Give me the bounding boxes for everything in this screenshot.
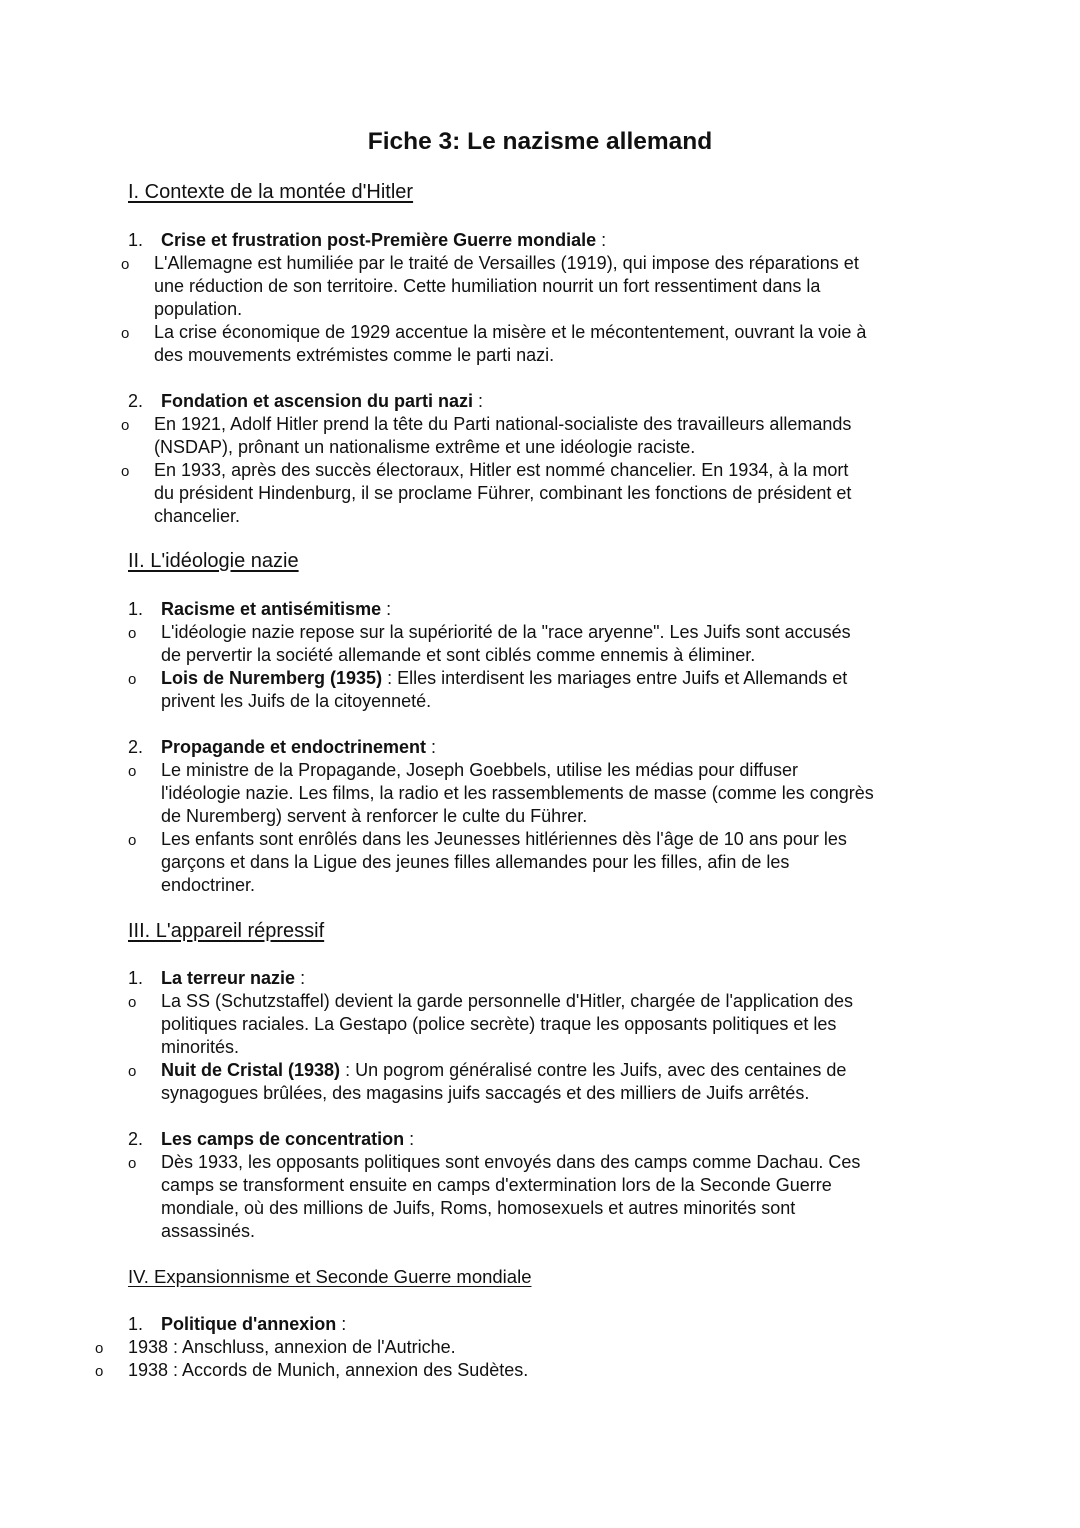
bullet-icon: o [95,1363,104,1380]
bullet-icon: o [128,763,137,780]
bullet-icon: o [95,1340,104,1357]
bullet-text: Nuit de Cristal (1938) : Un pogrom généralisé contre les Juifs, avec des centaines de [161,1060,847,1080]
item-heading: Crise et frustration post-Première Guerre mondiale : [161,230,607,250]
bullet-text: politiques raciales. La Gestapo (police secrète) traque les opposants politiques et les [161,1014,837,1034]
bullet-text: En 1933, après des succès électoraux, Hitler est nommé chancelier. En 1934, à la mort [154,460,849,480]
item-heading: Fondation et ascension du parti nazi : [161,391,484,411]
bullet-text: de pervertir la société allemande et sont ciblés comme ennemis à éliminer. [161,645,756,665]
bullet-icon: o [128,1155,137,1172]
item-number: 2. [128,737,144,757]
bullet-text: privent les Juifs de la citoyenneté. [161,691,432,711]
bullet-text: L'Allemagne est humiliée par le traité de Versailles (1919), qui impose des réparations et [154,253,859,273]
item-heading: Racisme et antisémitisme : [161,599,392,619]
section-heading-1: I. Contexte de la montée d'Hitler [128,181,414,203]
item-heading: Politique d'annexion : [161,1314,347,1334]
bullet-text: endoctriner. [161,875,256,895]
bullet-text: 1938 : Accords de Munich, annexion des Sudètes. [128,1360,529,1380]
bullet-text: des mouvements extrémistes comme le parti nazi. [154,345,555,365]
bullet-text: assassinés. [161,1221,256,1241]
bullet-text: de Nuremberg) servent à renforcer le culte du Führer. [161,806,588,826]
bullet-text: 1938 : Anschluss, annexion de l'Autriche. [128,1337,456,1357]
bullet-text: garçons et dans la Ligue des jeunes filles allemandes pour les filles, afin de les [161,852,790,872]
bullet-icon: o [121,463,130,480]
item-heading: Les camps de concentration : [161,1129,415,1149]
bullet-icon: o [128,671,137,688]
bullet-icon: o [128,832,137,849]
bullet-text: du président Hindenburg, il se proclame Führer, combinant les fonctions de président et [154,483,852,503]
bullet-text: chancelier. [154,506,241,526]
bullet-text: Dès 1933, les opposants politiques sont envoyés dans des camps comme Dachau. Ces [161,1152,861,1172]
bullet-icon: o [128,1063,137,1080]
bullet-text: Le ministre de la Propagande, Joseph Goebbels, utilise les médias pour diffuser [161,760,799,780]
item-number: 1. [128,968,144,988]
bullet-text: Lois de Nuremberg (1935) : Elles interdisent les mariages entre Juifs et Allemands et [161,668,848,688]
item-number: 1. [128,1314,144,1334]
bullet-text: L'idéologie nazie repose sur la supériorité de la "race aryenne". Les Juifs sont accusés [161,622,851,642]
bullet-text: minorités. [161,1037,240,1057]
bullet-text: l'idéologie nazie. Les films, la radio et les rassemblements de masse (comme les congrès [161,783,874,803]
bullet-icon: o [121,417,130,434]
bullet-icon: o [121,325,130,342]
item-number: 2. [128,391,144,411]
item-heading: La terreur nazie : [161,968,306,988]
bullet-text: La SS (Schutzstaffel) devient la garde personnelle d'Hitler, chargée de l'application des [161,991,853,1011]
bullet-icon: o [121,256,130,273]
bullet-text: une réduction de son territoire. Cette humiliation nourrit un fort ressentiment dans la [154,276,821,296]
item-number: 2. [128,1129,144,1149]
bullet-text: camps se transforment ensuite en camps d'extermination lors de la Seconde Guerre [161,1175,832,1195]
bullet-text: mondiale, où des millions de Juifs, Roms, homosexuels et autres minorités sont [161,1198,796,1218]
bullet-icon: o [128,994,137,1011]
item-heading: Propagande et endoctrinement : [161,737,437,757]
bullet-text: population. [154,299,243,319]
item-number: 1. [128,599,144,619]
bullet-text: (NSDAP), prônant un nationalisme extrême et une idéologie raciste. [154,437,696,457]
item-number: 1. [128,230,144,250]
bullet-text: La crise économique de 1929 accentue la misère et le mécontentement, ouvrant la voie à [154,322,867,342]
bullet-text: En 1921, Adolf Hitler prend la tête du Parti national-socialiste des travailleurs allemands [154,414,852,434]
bullet-icon: o [128,625,137,642]
section-heading-4: IV. Expansionnisme et Seconde Guerre mondiale [128,1266,532,1287]
section-heading-2: II. L'idéologie nazie [128,550,299,572]
page-title: Fiche 3: Le nazisme allemand [367,128,713,155]
bullet-text: synagogues brûlées, des magasins juifs saccagés et des milliers de Juifs arrêtés. [161,1083,810,1103]
section-heading-3: III. L'appareil répressif [128,920,325,942]
bullet-text: Les enfants sont enrôlés dans les Jeunesses hitlériennes dès l'âge de 10 ans pour les [161,829,847,849]
